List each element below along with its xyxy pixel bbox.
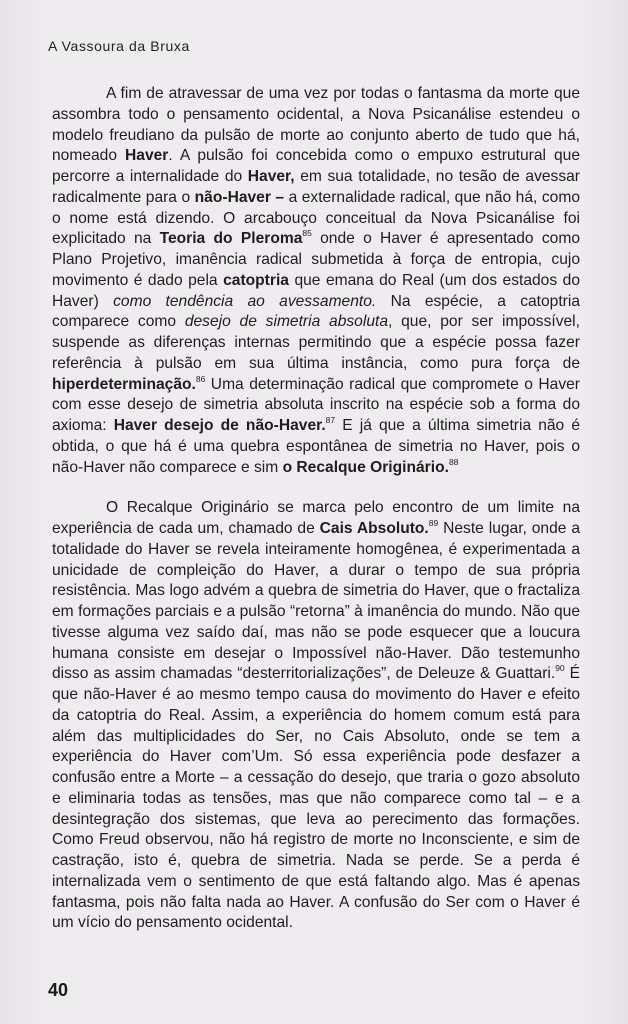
footnote-ref: 88 — [448, 456, 459, 467]
bold-term: não-Haver – — [194, 188, 285, 206]
text-run: O Recalque Originário se marca pelo encontro de um limite na experiência de cada um, chamado de — [52, 499, 580, 537]
text-run: A fim de atravessar de uma vez por todas o fantasma da morte que assombra todo o pensamento ocidental, a Nova Psicanálise estendeu o modelo freudiano da pulsão de morte ao conjunto aberto de tudo que há, nomeado — [52, 85, 580, 165]
text-run: Uma determinação radical que compromete o Haver com esse desejo de simetria absoluta inscrito na espécie sob a forma do axioma: — [52, 375, 580, 434]
text-run: . A pulsão foi concebida como o empuxo estrutural que percorre a internalidade do — [52, 147, 581, 185]
body-text — [52, 84, 580, 934]
text-run: que emana do Real (um dos estados do Haver) — [52, 271, 580, 310]
footnote-ref: 89 — [428, 518, 439, 528]
bold-term: o Recalque Originário. — [282, 458, 449, 476]
footnote-ref: 85 — [302, 228, 312, 239]
text-run: a externalidade radical, que não há, como o nome está dizendo. O arcabouço conceitual da Nova Psicanálise foi explicitado na — [52, 188, 580, 248]
italic-phrase: como tendência ao avessamento. — [113, 292, 377, 310]
paragraph — [52, 84, 580, 478]
bold-term: Haver desejo de não-Haver. — [113, 417, 326, 434]
running-head: A Vassoura da Bruxa — [48, 38, 190, 54]
bold-term: Teoria do Pleroma — [159, 230, 303, 248]
text-run: , que, por ser impossível, suspende as diferenças internas permitindo que a espécie possa fazer referência à pulsão em sua última instância, como pura força de — [52, 313, 580, 372]
page-number: 40 — [48, 980, 69, 1000]
footnote-ref: 90 — [555, 663, 565, 674]
text-run: onde o Haver é apresentado como Plano Projetivo, imanência radical submetida à força de entropia, cujo movimento é dado pela — [52, 230, 580, 289]
footnote-ref: 87 — [325, 415, 336, 425]
bold-term: catoptria — [223, 271, 289, 289]
text-run: É que não-Haver é ao mesmo tempo causa do movimento do Haver e efeito da catoptria do Real. Assim, a experiência do homem comum está para além das multiplicidades do Ser, no Cais Absoluto, onde se tem a experiência do Haver com’Um. Só essa experiência pode desfazer a confusão entre a Morte – a cessação do desejo, que traria o gozo absoluto e eliminaria todas as tensões, mas que não comparece como tal – e a desintegração dos sistemas, que leva ao perecimento das formações. Como Freud observou, não há registro de morte no Inconsciente, e sim de castração, isto é, quebra de simetria. Nada se perde. Se a perda é internalizada vem o sentimento de que está faltando algo. Mas é apenas fantasma, pois não falta nada ao Haver. A confusão do Ser com o Haver é um vício do pensamento ocidental. — [52, 665, 580, 932]
italic-phrase: desejo de simetria absoluta — [184, 313, 388, 331]
footnote-ref: 86 — [195, 373, 206, 384]
text-run: E já que a última simetria não é obtida, o que há é uma quebra espontânea de simetria no Haver, pois o não-Haver não comparece e sim — [52, 417, 580, 476]
text-run: Na espécie, a catoptria comparece como — [52, 292, 581, 331]
paragraph — [52, 498, 580, 934]
text-run: em sua totalidade, no tesão de avessar radicalmente para o — [52, 168, 580, 206]
text-run: Neste lugar, onde a totalidade do Haver se revela inteiramente homogênea, é experimentada a unicidade de compleição do Haver, a durar o tempo de sua própria resistência. Mas logo advém a quebra de simetria do Haver, que o fractaliza em formações parciais e a pulsão “retorna” à imanência do mundo. Não que tivesse alguma vez saído daí, mas não se pode esquecer que a loucura humana consiste em desejar o Impossível não-Haver. Dão testemunho disso as assim chamadas “desterritorializações”, de Deleuze & Guattari. — [52, 520, 580, 683]
bold-term: Haver, — [247, 168, 295, 185]
bold-term: Haver — [125, 147, 169, 165]
bold-term: Cais Absoluto. — [319, 520, 429, 537]
bold-term: hiperdeterminação. — [52, 375, 196, 393]
